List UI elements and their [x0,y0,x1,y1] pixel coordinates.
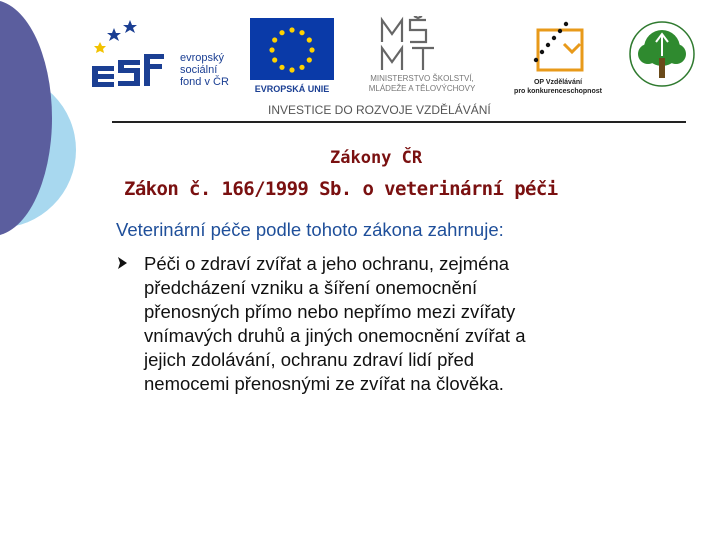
bullet-line-4: vnímavých druhů a jiných onemocnění zvířat a [144,325,526,346]
esf-line-2: sociální [180,64,218,76]
eu-flag-icon [250,18,334,80]
bullet-line-6: nemocemi přenosnými ze zvířat na člověka. [144,373,504,394]
bullet-line-5: jejich zdolávání, ochranu zdraví lidí před [144,349,475,370]
msmt-line-1: MINISTERSTVO ŠKOLSTVÍ, [370,74,474,83]
investice-tagline: INVESTICE DO ROZVOJE VZDĚLÁVÁNÍ [268,103,491,117]
esf-mark-icon [88,16,180,98]
op-line-1: OP Vzdělávání [533,79,583,86]
op-line-2: pro konkurenceschopnost [514,88,602,95]
slide-title: Zákony ČR [330,148,423,168]
bullet-item [144,252,664,396]
school-tree-icon [624,10,700,98]
school-emblem [624,10,700,98]
eu-caption: EVROPSKÁ UNIE [254,84,330,94]
eu-logo [248,18,336,100]
op-logo [508,16,608,102]
msmt-mark-icon [342,16,502,72]
bullet-line-2: předcházení vzniku a šíření onemocnění [144,277,478,298]
law-subtitle: Zákon č. 166/1999 Sb. o veterinární péči [124,178,558,200]
msmt-line-2: MLÁDEŽE A TĚLOVÝCHOVY [368,84,476,93]
esf-line-1: evropský [180,52,225,64]
logo-bar [88,10,708,122]
op-mark-icon [508,16,608,76]
bullet-line-3: přenosných přímo nebo nepřímo mezi zvířaty [144,301,516,322]
decorative-circles [0,0,80,260]
msmt-logo [342,16,502,102]
esf-line-3: fond v ČR [180,76,229,88]
header-divider [112,121,686,123]
intro-text: Veterinární péče podle tohoto zákona zahrnuje: [116,219,504,240]
arrow-bullet-icon [116,252,130,268]
bullet-line-1: Péči o zdraví zvířat a jeho ochranu, zejména [144,253,510,274]
esf-logo [88,16,240,98]
